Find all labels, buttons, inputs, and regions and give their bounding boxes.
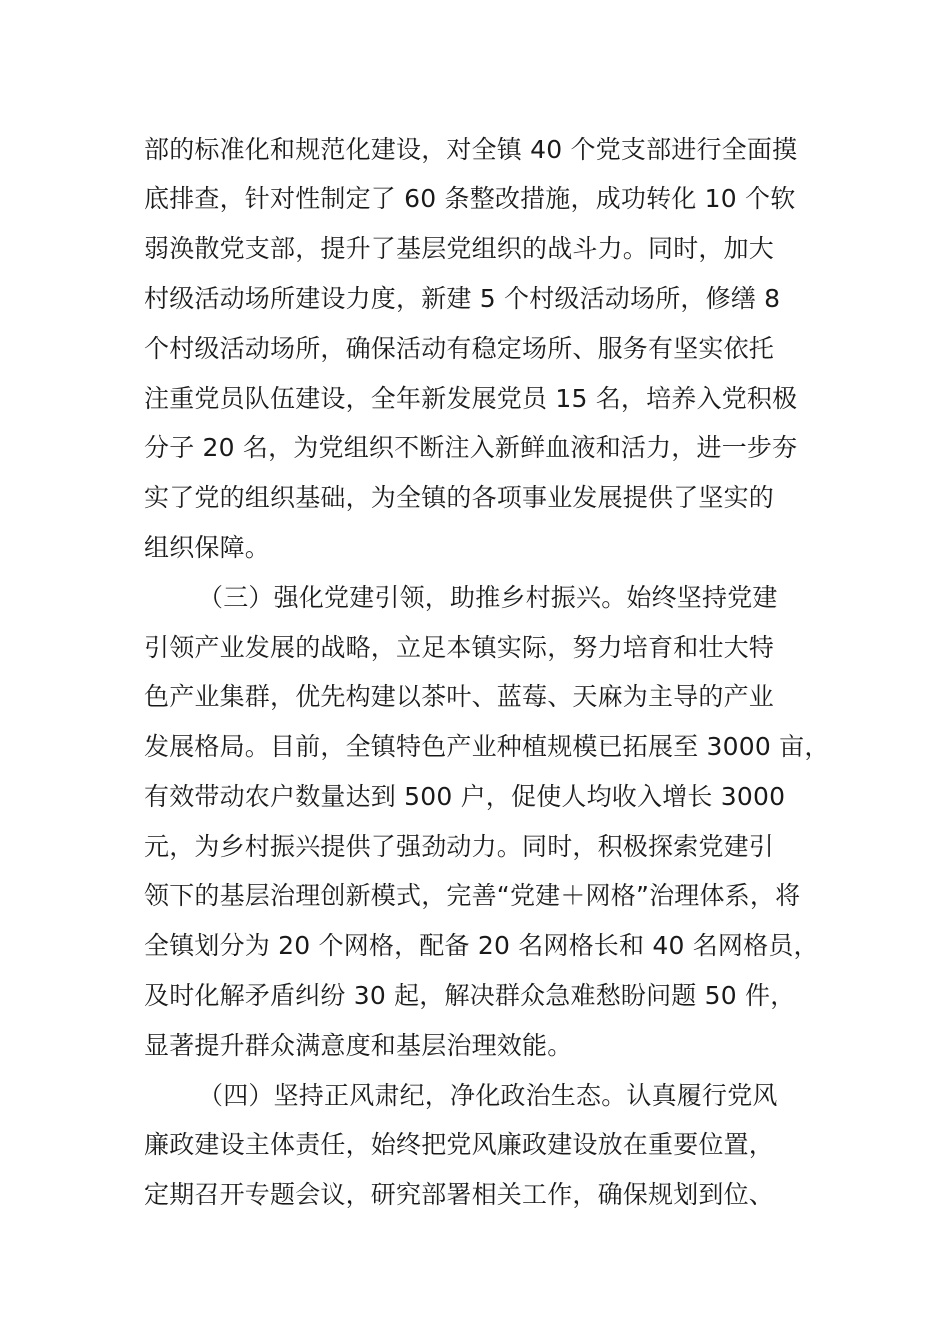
text-line: 发展格局。目前，全镇特色产业种植规模已拓展至 3000 亩，: [144, 732, 830, 761]
text-line: 底排查，针对性制定了 60 条整改措施，成功转化 10 个软: [144, 184, 796, 213]
text-line: 有效带动农户数量达到 500 户，促使人均收入增长 3000: [144, 782, 786, 811]
section-heading-4: （四）坚持正风肃纪，净化政治生态。认真履行党风: [198, 1081, 778, 1110]
text-line: 元，为乡村振兴提供了强劲动力。同时，积极探索党建引: [144, 832, 775, 861]
text-line: 注重党员队伍建设，全年新发展党员 15 名，培养入党积极: [144, 384, 798, 413]
text-line: 实了党的组织基础，为全镇的各项事业发展提供了坚实的: [144, 483, 775, 512]
text-line: 色产业集群，优先构建以茶叶、蓝莓、天麻为主导的产业: [144, 682, 775, 711]
text-line: 显著提升群众满意度和基层治理效能。: [144, 1031, 573, 1060]
text-line: 领下的基层治理创新模式，完善“党建＋网格”治理体系，将: [144, 881, 801, 910]
text-line: 部的标准化和规范化建设，对全镇 40 个党支部进行全面摸: [144, 135, 798, 164]
text-line: 全镇划分为 20 个网格，配备 20 名网格长和 40 名网格员，: [144, 931, 819, 960]
text-line: 引领产业发展的战略，立足本镇实际，努力培育和壮大特: [144, 633, 775, 662]
text-line: 村级活动场所建设力度，新建 5 个村级活动场所，修缮 8: [144, 284, 781, 313]
text-line: 定期召开专题会议，研究部署相关工作，确保规划到位、: [144, 1180, 775, 1209]
text-line: 组织保障。: [144, 533, 271, 562]
text-line: 个村级活动场所，确保活动有稳定场所、服务有坚实依托: [144, 334, 775, 363]
section-heading-3: （三）强化党建引领，助推乡村振兴。始终坚持党建: [198, 583, 778, 612]
text-line: 及时化解矛盾纠纷 30 起，解决群众急难愁盼问题 50 件，: [144, 981, 796, 1010]
text-line: 分子 20 名，为党组织不断注入新鲜血液和活力，进一步夯: [144, 433, 798, 462]
text-line: 廉政建设主体责任，始终把党风廉政建设放在重要位置，: [144, 1130, 775, 1159]
text-line: 弱涣散党支部，提升了基层党组织的战斗力。同时，加大: [144, 234, 775, 263]
